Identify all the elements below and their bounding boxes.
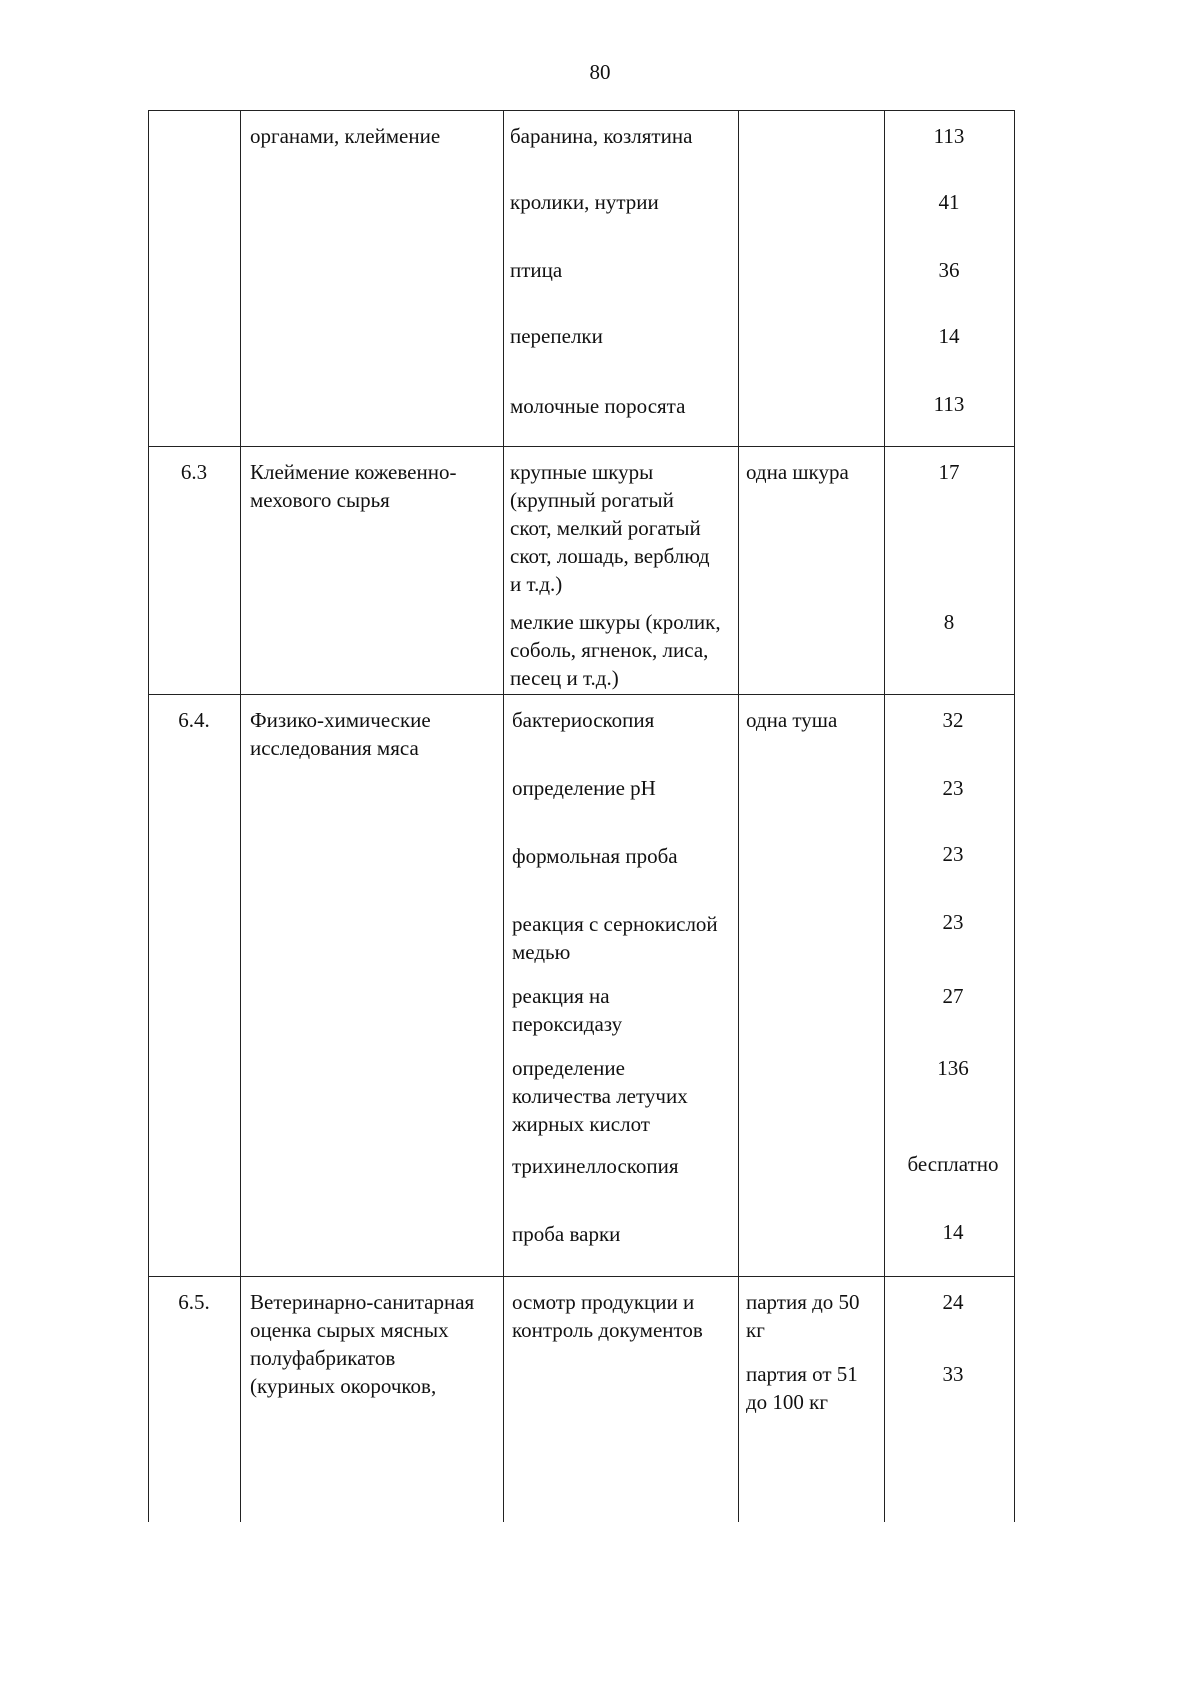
item-price: 23 [942,842,964,866]
item-label: реакция на пероксидазу [512,984,623,1036]
row-name: Ветеринарно-санитарная оценка сырых мясных полуфабрикатов (куриных окорочков, [250,1290,475,1398]
column-divider-1 [240,110,241,1522]
item-label: трихинеллоскопия [512,1154,679,1178]
item-price: 36 [938,258,960,282]
item-label: кролики, нутрии [510,190,659,214]
item-label: реакция с сернокислой медью [512,912,718,964]
item-label: проба варки [512,1222,621,1246]
item-price: 113 [933,124,965,148]
page-number: 80 [589,60,611,84]
item-price: 33 [942,1362,964,1386]
tariff-table [148,110,1088,1522]
column-divider-2 [503,110,504,1522]
item-price: 32 [942,708,964,732]
row-number: 6.5. [178,1290,210,1314]
row-divider-2 [148,694,1014,695]
item-unit: партия от 51 до 100 кг [746,1362,858,1414]
row-divider-3 [148,1276,1014,1277]
item-label: бактериоскопия [512,708,655,732]
item-price: 8 [943,610,955,634]
item-label: мелкие шкуры (кролик, соболь, ягненок, лиса, песец и т.д.) [510,610,721,690]
item-unit: одна туша [746,708,838,732]
item-unit: партия до 50 кг [746,1290,860,1342]
row-divider-1 [148,446,1014,447]
item-price: 23 [942,910,964,934]
item-label: птица [510,258,563,282]
item-label: определение количества летучих жирных кислот [512,1056,688,1136]
row-name: Физико-химические исследования мяса [250,708,431,760]
item-price: бесплатно [907,1152,999,1176]
table-border-top [148,110,1014,111]
item-label: формольная проба [512,844,678,868]
item-label: молочные поросята [510,394,686,418]
item-price: 14 [938,324,960,348]
item-price: 113 [933,392,965,416]
column-divider-3 [738,110,739,1522]
item-label: осмотр продукции и контроль документов [512,1290,703,1342]
item-label: определение рН [512,776,656,800]
row-name: органами, клеймение [250,124,441,148]
item-price: 27 [942,984,964,1008]
row-name: Клеймение кожевенно- мехового сырья [250,460,457,512]
item-price: 23 [942,776,964,800]
item-unit: одна шкура [746,460,849,484]
item-label: баранина, козлятина [510,124,693,148]
item-price: 136 [937,1056,969,1080]
row-number: 6.3 [180,460,208,484]
item-price: 41 [938,190,960,214]
item-label: перепелки [510,324,603,348]
item-price: 14 [942,1220,964,1244]
item-label: крупные шкуры (крупный рогатый скот, мелкий рогатый скот, лошадь, верблюд и т.д.) [510,460,710,596]
item-price: 24 [942,1290,964,1314]
row-number: 6.4. [178,708,210,732]
item-price: 17 [938,460,960,484]
